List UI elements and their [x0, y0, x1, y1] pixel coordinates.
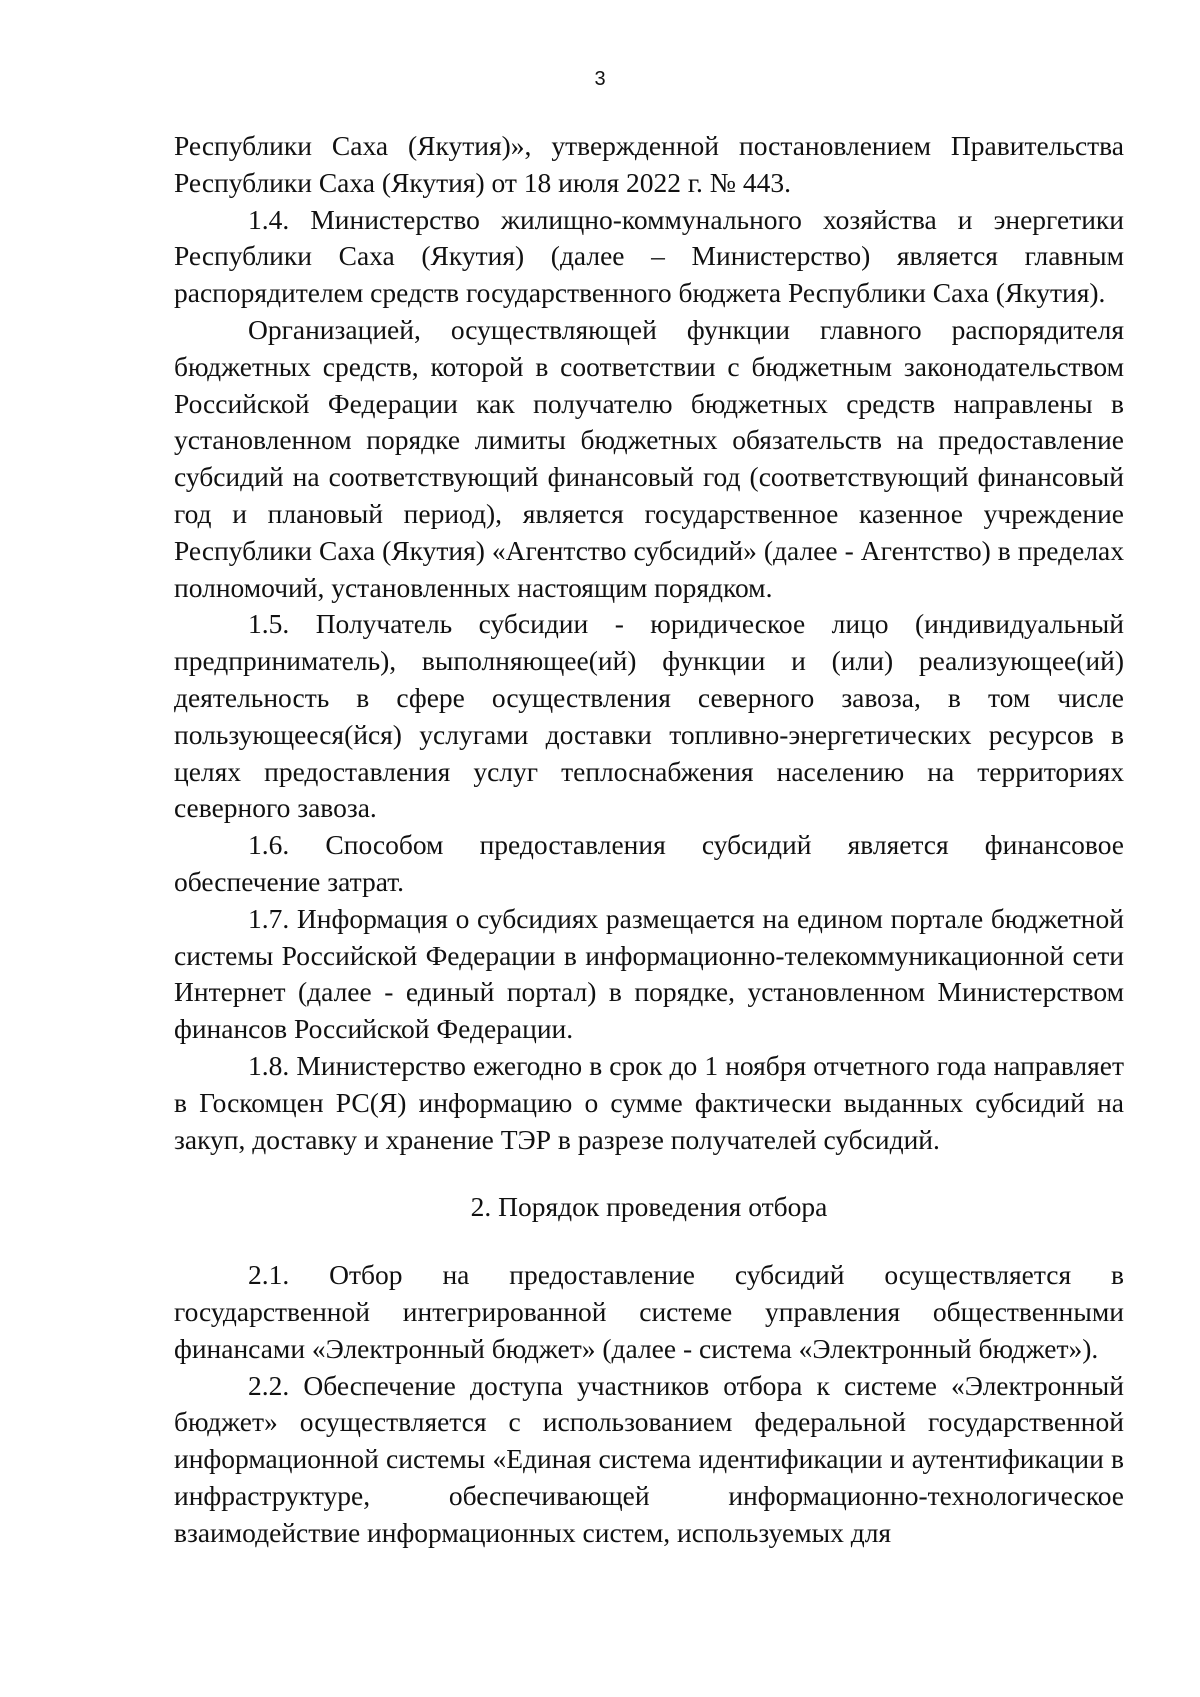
paragraph-2-1: 2.1. Отбор на предоставление субсидий осуществляется в государственной интегрированной системе управления общественными финансами «Электронный бюджет» (далее - система «Электронный бюджет»). [174, 1259, 1124, 1364]
paragraph-2-2: 2.2. Обеспечение доступа участников отбора к системе «Электронный бюджет» осуществляется с использованием федеральной государственной информационной системы «Единая система идентификации и аутентификации в инфраструктуре, обеспечивающей информационно-технологическое взаимодействие информационных систем, используемых для [174, 1369, 1124, 1548]
paragraph-1-8: 1.8. Министерство ежегодно в срок до 1 ноября отчетного года направляет в Госкомцен РС(Я) информацию о сумме фактически выданных субсидий на закуп, доставку и хранение ТЭР в разрезе получателей субсидий. [174, 1049, 1124, 1155]
document-body [174, 128, 1124, 1551]
paragraph-1-5: 1.5. Получатель субсидии - юридическое лицо (индивидуальный предприниматель), выполняющее(ий) функции и (или) реализующее(ий) деятельность в сфере осуществления северного завоза, в том числе пользующееся(йся) услугами доставки топливно-энергетических ресурсов в целях предоставления услуг теплоснабжения населению на территориях северного завоза. [174, 608, 1124, 824]
paragraph-organization: Организацией, осуществляющей функции главного распорядителя бюджетных средств, которой в соответствии с бюджетным законодательством Российской Федерации как получателю бюджетных средств направлены в установленном порядке лимиты бюджетных обязательств на предоставление субсидий на соответствующий финансовый год (соответствующий финансовый год и плановый период), является государственное казенное учреждение Республики Саха (Якутия) «Агентство субсидий» (далее - Агентство) в пределах полномочий, установленных настоящим порядком. [174, 313, 1124, 603]
section-heading: 2. Порядок проведения отбора [470, 1191, 828, 1223]
page-number: 3 [594, 68, 606, 90]
paragraph-1-7: 1.7. Информация о субсидиях размещается на едином портале бюджетной системы Российской Федерации в информационно-телекоммуникационной сети Интернет (далее - единый портал) в порядке, установленном Министерством финансов Российской Федерации. [174, 902, 1124, 1045]
paragraph-1-4: 1.4. Министерство жилищно-коммунального хозяйства и энергетики Республики Саха (Якутия) (далее – Министерство) является главным распорядителем средств государственного бюджета Республики Саха (Якутия). [174, 203, 1124, 309]
paragraph-continuation: Республики Саха (Якутия)», утвержденной постановлением Правительства Республики Саха (Якутия) от 18 июля 2022 г. № 443. [174, 130, 1124, 198]
paragraph-1-6: 1.6. Способом предоставления субсидий является финансовое обеспечение затрат. [174, 829, 1124, 897]
